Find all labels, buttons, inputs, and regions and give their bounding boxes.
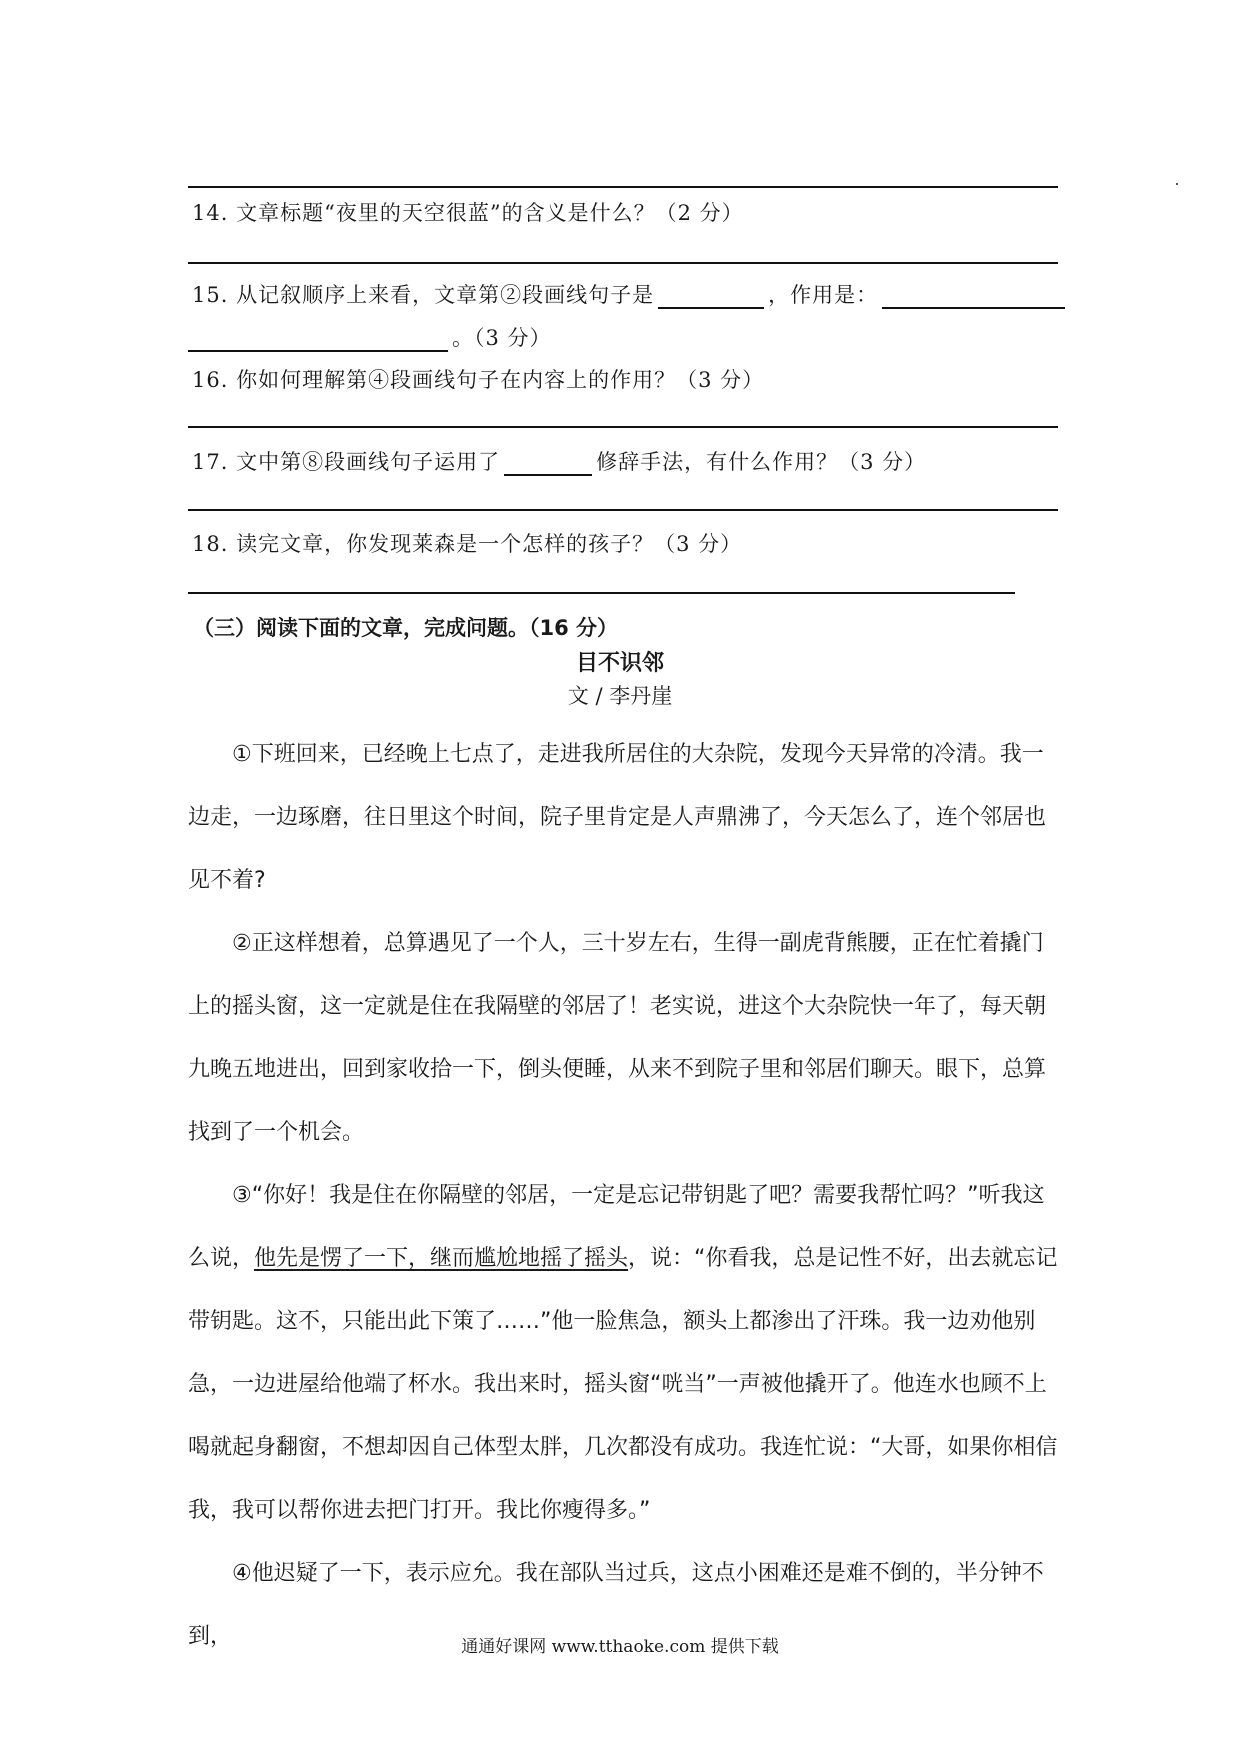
question-text: 读完文章，你发现莱森是一个怎样的孩子？（3 分） [236, 532, 743, 556]
fill-blank[interactable] [188, 330, 448, 352]
scan-speck [1176, 183, 1178, 185]
answer-line-14 [188, 262, 1058, 264]
article-author: 文 / 李丹崖 [567, 684, 673, 708]
question-number: 16. [192, 368, 229, 392]
article-title: 目不识邻 [575, 651, 664, 676]
paragraph-4: ④他迟疑了一下，表示应允。我在部队当过兵，这点小困难还是难不倒的，半分钟不到， [188, 1561, 1044, 1649]
question-15-cont [188, 322, 552, 352]
page-footer: 通通好课网 www.tthaoke.com 提供下载 [461, 1637, 779, 1657]
answer-line-17 [188, 509, 1058, 511]
question-15 [192, 279, 1069, 309]
answer-line-13 [188, 186, 1058, 188]
paragraph-1: ①下班回来，已经晚上七点了，走进我所居住的大杂院，发现今天异常的冷清。我一边走，一边琢磨，往日里这个时间，院子里肯定是人声鼎沸了，今天怎么了，连个邻居也见不着? [188, 742, 1047, 893]
paragraph-3 [188, 1164, 1058, 1542]
question-number: 14. [192, 201, 229, 225]
question-18 [192, 528, 742, 558]
question-14 [192, 197, 744, 227]
answer-line-18 [188, 592, 1015, 594]
question-text: 文中第⑧段画线句子运用了 [236, 450, 501, 474]
fill-blank[interactable] [882, 287, 1065, 309]
question-text: 文章标题“夜里的天空很蓝”的含义是什么？（2 分） [236, 201, 744, 225]
fill-blank[interactable] [504, 454, 592, 476]
fill-blank[interactable] [658, 287, 764, 309]
question-number: 15. [192, 283, 229, 307]
question-number: 17. [192, 450, 229, 474]
question-number: 18. [192, 532, 229, 556]
underlined-sentence: 他先是愣了一下，继而尴尬地摇了摇头 [254, 1246, 629, 1271]
question-16 [192, 364, 764, 394]
question-text: 从记叙顺序上来看，文章第②段画线句子是 [236, 283, 655, 307]
question-text: ，作用是： [768, 283, 879, 307]
paragraph-2: ②正这样想着，总算遇见了一个人，三十岁左右，生得一副虎背熊腰，正在忙着撬门上的摇头窗，这一定就是住在我隔壁的邻居了！老实说，进这个大杂院快一年了，每天朝九晚五地进出，回到家收拾一下，倒头便睡，从来不到院子里和邻居们聊天。眼下，总算找到了一个机会。 [188, 931, 1047, 1145]
section-heading: （三）阅读下面的文章，完成问题。（16 分） [193, 616, 619, 640]
article-body [188, 723, 1058, 1668]
paragraph-text: ，说：“你看我，总是记性不好，出去就忘记带钥匙。这不，只能出此下策了……”他一脸焦急，额头上都渗出了汗珠。我一边劝他别急，一边进屋给他端了杯水。我出来时，摇头窗“咣当”一声被他撬开了。他连水也顾不上喝就起身翻窗，不想却因自己体型太胖，几次都没有成功。我连忙说：“大哥，如果你相信我，我可以帮你进去把门打开。我比你瘦得多。” [188, 1246, 1058, 1523]
question-text: 修辞手法，有什么作用？（3 分） [596, 450, 927, 474]
question-text: 你如何理解第④段画线句子在内容上的作用？（3 分） [236, 368, 765, 392]
paragraph-text: ③“你好！我是住在你隔壁的邻居，一定是忘记带钥匙了吧？需要我帮忙吗？”听我这么说， [188, 1183, 1045, 1271]
answer-line-16 [188, 426, 1058, 428]
question-17 [192, 446, 926, 476]
question-text: 。（3 分） [452, 326, 552, 350]
